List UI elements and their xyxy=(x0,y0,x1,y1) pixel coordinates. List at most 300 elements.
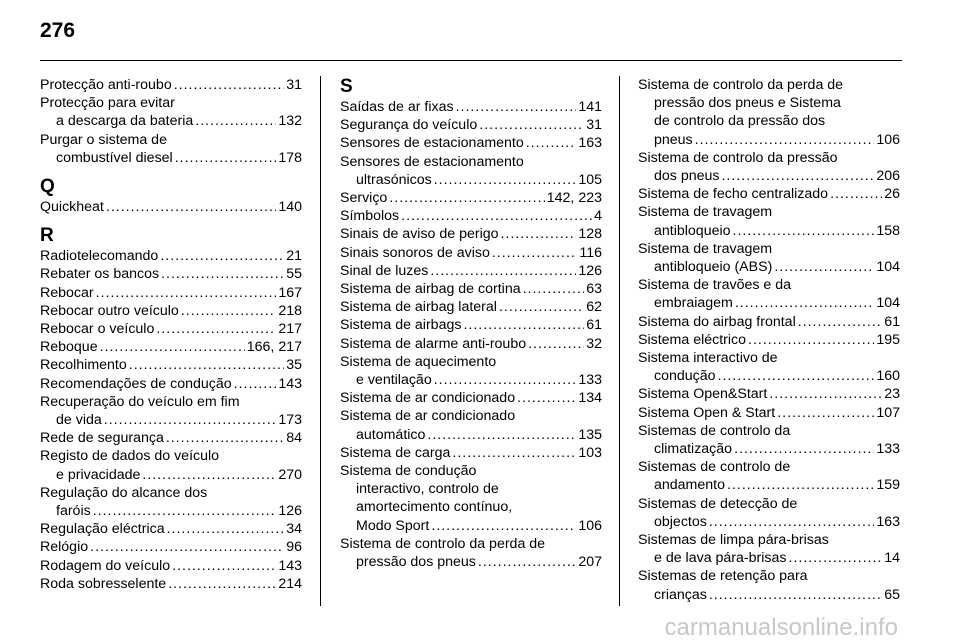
index-page-ref: 178 xyxy=(278,149,302,166)
index-page-ref: 173 xyxy=(278,412,302,429)
index-page-ref: 214 xyxy=(278,575,302,592)
index-entry-text: Rodagem do veículo xyxy=(40,557,171,574)
index-entry-line xyxy=(638,422,900,440)
index-entry-line xyxy=(638,185,900,203)
index-entry-line xyxy=(340,262,602,280)
index-entry xyxy=(40,302,302,320)
index-entry-line xyxy=(340,389,602,407)
index-entry xyxy=(40,94,302,130)
dot-leader xyxy=(172,557,276,575)
dot-leader xyxy=(789,549,883,567)
index-page-ref: 207 xyxy=(578,554,602,571)
index-entry-text: Sistema do airbag frontal xyxy=(638,313,796,330)
index-page-ref: 35 xyxy=(286,357,302,374)
index-entry-text: e privacidade xyxy=(56,466,141,483)
index-page-ref: 163 xyxy=(578,135,602,152)
index-entry-text: Rebocar o veículo xyxy=(40,321,155,338)
dot-leader xyxy=(100,338,245,356)
index-entry-text: Sistema de ar condicionado xyxy=(340,408,516,425)
index-entry-line xyxy=(340,498,602,516)
index-entry-line xyxy=(638,76,900,94)
dot-leader xyxy=(478,553,576,571)
index-page-ref: 195 xyxy=(876,331,900,348)
index-page-ref: 143 xyxy=(278,557,302,574)
index-entry-line xyxy=(340,298,602,316)
dot-leader xyxy=(734,440,874,458)
dot-leader xyxy=(90,538,284,556)
index-page-ref: 133 xyxy=(578,372,602,389)
index-entry-text: andamento xyxy=(654,477,725,494)
index-entry xyxy=(40,575,302,593)
index-entry-line xyxy=(40,429,302,447)
index-entry xyxy=(40,356,302,374)
index-entry-line xyxy=(638,276,900,294)
index-entry-text: Sistema de airbag lateral xyxy=(340,299,497,316)
index-entry-text: Sistema eléctrico xyxy=(638,331,747,348)
index-page-ref: 140 xyxy=(278,199,302,216)
index-entry xyxy=(340,207,602,225)
index-column-2 xyxy=(340,76,602,571)
index-entry-line xyxy=(340,517,602,535)
index-entry-text: amortecimento contínuo, xyxy=(356,499,513,516)
index-entry-text: Sistema de carga xyxy=(340,444,451,461)
index-entry-text: climatização xyxy=(654,441,733,458)
dot-leader xyxy=(695,131,875,149)
index-column-1 xyxy=(40,76,302,593)
index-page-ref: 106 xyxy=(578,517,602,534)
index-entry xyxy=(340,407,602,443)
index-entry-line xyxy=(638,513,900,531)
index-entry-text: Sistema de condução xyxy=(340,463,477,480)
index-entry xyxy=(340,389,602,407)
index-entry xyxy=(638,567,900,603)
index-page-ref: 158 xyxy=(876,222,900,239)
index-entry-text: Sistemas de detecção de xyxy=(638,495,798,512)
index-entry-text: de vida xyxy=(56,412,102,429)
index-entry-line xyxy=(340,353,602,371)
index-page-ref: 135 xyxy=(578,426,602,443)
index-entry xyxy=(340,298,602,316)
index-entry-text: Quickheat xyxy=(40,199,104,216)
index-entry-text: Sinais de aviso de perigo xyxy=(340,226,499,243)
index-page-ref: 32 xyxy=(586,335,602,352)
dot-leader xyxy=(430,262,576,280)
index-page-ref: 34 xyxy=(286,521,302,538)
index-entry-line xyxy=(638,149,900,167)
index-entry-line xyxy=(340,335,602,353)
index-page-ref: 163 xyxy=(876,513,900,530)
index-entry xyxy=(40,538,302,556)
index-entry-text: Reboque xyxy=(40,339,98,356)
index-entry-line xyxy=(340,316,602,334)
index-page-ref: 96 xyxy=(286,539,302,556)
index-entry-line xyxy=(638,313,900,331)
dot-leader xyxy=(431,517,576,535)
index-column-3 xyxy=(638,76,900,604)
index-page-ref: 206 xyxy=(876,168,900,185)
dot-leader xyxy=(501,225,577,243)
index-page-ref: 142, 223 xyxy=(546,190,602,207)
index-entry xyxy=(340,262,602,280)
index-entry-text: Rebocar xyxy=(40,284,94,301)
index-entry-line xyxy=(638,476,900,494)
index-page-ref: 61 xyxy=(586,317,602,334)
dot-leader xyxy=(721,167,874,185)
index-entry-line xyxy=(638,586,900,604)
index-entry-line xyxy=(638,531,900,549)
index-entry-line xyxy=(340,98,602,116)
column-divider-2 xyxy=(619,76,620,606)
dot-leader xyxy=(195,112,276,130)
index-entry xyxy=(40,247,302,265)
dot-leader xyxy=(161,265,284,283)
index-entry-text: condução xyxy=(654,368,716,385)
index-entry xyxy=(40,375,302,393)
index-entry-text: Roda sobresselente xyxy=(40,575,167,592)
index-entry-text: Modo Sport xyxy=(356,517,430,534)
index-page-ref: 128 xyxy=(578,226,602,243)
index-page-ref: 106 xyxy=(876,131,900,148)
index-entry-line xyxy=(638,167,900,185)
index-entry-text: pneus xyxy=(654,131,693,148)
index-entry-line xyxy=(638,567,900,585)
header-rule xyxy=(40,60,902,61)
index-page-ref: 31 xyxy=(286,77,302,93)
index-entry xyxy=(638,458,900,494)
index-entry xyxy=(638,149,900,185)
index-page-ref: 143 xyxy=(278,375,302,392)
index-entry-text: pressão dos pneus e Sistema xyxy=(654,95,841,112)
index-entry xyxy=(638,185,900,203)
column-divider-1 xyxy=(320,76,321,606)
index-entry xyxy=(638,531,900,567)
index-entry-line xyxy=(638,385,900,403)
index-entry-line xyxy=(40,94,302,112)
dot-leader xyxy=(96,284,277,302)
index-page-ref: 14 xyxy=(884,550,900,567)
dot-leader xyxy=(748,331,874,349)
dot-leader xyxy=(463,316,584,334)
index-entry-text: Segurança do veículo xyxy=(340,117,478,134)
index-page-ref: 166, 217 xyxy=(246,339,302,356)
index-entry-line xyxy=(340,280,602,298)
index-entry-line xyxy=(40,198,302,216)
index-section-letter: R xyxy=(40,225,54,247)
index-entry-line xyxy=(340,444,602,462)
index-page-ref: 132 xyxy=(278,113,302,130)
dot-leader xyxy=(528,335,584,353)
index-entry xyxy=(340,353,602,389)
index-entry xyxy=(40,198,302,216)
dot-leader xyxy=(727,476,874,494)
index-entry xyxy=(40,265,302,283)
index-entry-text: Sistema de ar condicionado xyxy=(340,390,516,407)
index-entry xyxy=(40,429,302,447)
index-entry xyxy=(340,189,602,207)
dot-leader xyxy=(492,244,578,262)
index-page-ref: 105 xyxy=(578,171,602,188)
index-entry-line xyxy=(340,535,602,553)
index-page-ref: 55 xyxy=(286,266,302,283)
index-entry-line xyxy=(40,484,302,502)
dot-leader xyxy=(175,149,277,167)
index-entry-line xyxy=(40,393,302,411)
index-entry-text: Sistemas de controlo de xyxy=(638,459,791,476)
index-page-ref: 126 xyxy=(578,262,602,279)
index-entry-text: objectos xyxy=(654,513,707,530)
index-page-ref: 270 xyxy=(278,466,302,483)
dot-leader xyxy=(777,404,874,422)
index-entry-text: faróis xyxy=(56,503,91,520)
index-entry-line xyxy=(638,131,900,149)
index-entry xyxy=(340,134,602,152)
dot-leader xyxy=(456,98,577,116)
index-entry-text: Rebocar outro veículo xyxy=(40,302,179,319)
index-entry xyxy=(340,462,602,535)
dot-leader xyxy=(168,575,276,593)
index-page-ref: 116 xyxy=(579,244,602,261)
index-entry xyxy=(638,349,900,385)
index-entry xyxy=(340,280,602,298)
index-entry-text: de controlo da pressão dos xyxy=(654,113,826,130)
index-page-ref: 107 xyxy=(876,404,900,421)
index-entry xyxy=(638,495,900,531)
index-entry-text: Sistemas de retenção para xyxy=(638,568,808,585)
dot-leader xyxy=(523,280,585,298)
index-page-ref: 104 xyxy=(876,295,900,312)
index-entry-line xyxy=(638,331,900,349)
index-entry-line xyxy=(40,302,302,320)
index-entry-text: Serviço xyxy=(340,190,388,207)
dot-leader xyxy=(733,222,875,240)
dot-leader xyxy=(709,586,882,604)
index-entry-line xyxy=(40,466,302,484)
dot-leader xyxy=(499,298,584,316)
index-entry-text: Sistema de aquecimento xyxy=(340,353,497,370)
index-entry-line xyxy=(340,116,602,134)
index-entry xyxy=(40,320,302,338)
index-entry xyxy=(40,338,302,356)
index-entry-line xyxy=(638,440,900,458)
index-entry-text: Sistema de controlo da perda de xyxy=(340,535,546,552)
dot-leader xyxy=(234,375,277,393)
index-entry-line xyxy=(638,495,900,513)
index-section-letter: S xyxy=(340,76,353,97)
index-entry-text: Sistema de fecho centralizado xyxy=(638,186,829,203)
dot-leader xyxy=(830,185,882,203)
index-entry-line xyxy=(40,284,302,302)
index-entry xyxy=(638,76,900,149)
index-entry-text: Sistemas de limpa pára-brisas xyxy=(638,532,829,549)
index-entry xyxy=(638,240,900,276)
index-entry-text: e ventilação xyxy=(356,372,432,389)
index-entry-text: Saídas de ar fixas xyxy=(340,99,454,115)
index-entry-line xyxy=(40,356,302,374)
index-entry xyxy=(40,520,302,538)
index-entry xyxy=(340,444,602,462)
index-entry-line xyxy=(340,153,602,171)
index-entry-text: Sistema Open&Start xyxy=(638,386,768,403)
index-entry-text: Regulação do alcance dos xyxy=(40,484,208,501)
index-entry-text: Sensores de estacionamento xyxy=(340,135,524,152)
index-entry-text: Sistema de controlo da pressão xyxy=(638,149,838,166)
index-entry xyxy=(638,385,900,403)
index-entry xyxy=(638,276,900,312)
dot-leader xyxy=(142,466,276,484)
index-page-ref: 103 xyxy=(578,444,602,461)
index-entry xyxy=(40,76,302,94)
index-entry-text: Sistemas de controlo da xyxy=(638,422,791,439)
index-page-ref: 160 xyxy=(876,368,900,385)
index-entry-line xyxy=(340,426,602,444)
dot-leader xyxy=(434,171,577,189)
index-entry-text: antibloqueio (ABS) xyxy=(654,259,773,276)
index-page-ref: 134 xyxy=(578,390,602,407)
index-page-ref: 84 xyxy=(286,430,302,447)
dot-leader xyxy=(427,426,576,444)
dot-leader xyxy=(181,302,277,320)
index-section-letter: Q xyxy=(40,176,55,198)
index-page-ref: 104 xyxy=(876,259,900,276)
index-entry-text: combustível diesel xyxy=(56,149,173,166)
index-entry-text: Protecção anti-roubo xyxy=(40,77,172,93)
dot-leader xyxy=(517,389,576,407)
dot-leader xyxy=(452,444,576,462)
index-entry-text: automático xyxy=(356,426,426,443)
index-entry-text: Sistema de travagem xyxy=(638,240,773,257)
index-entry xyxy=(340,316,602,334)
index-entry xyxy=(340,335,602,353)
index-page-ref: 61 xyxy=(884,313,900,330)
index-entry-text: Sistema interactivo de xyxy=(638,350,778,367)
index-page-ref: 141 xyxy=(578,99,602,115)
index-entry-line xyxy=(40,149,302,167)
index-page-ref: 126 xyxy=(278,503,302,520)
index-entry xyxy=(40,393,302,429)
index-entry-text: Sistema de controlo da perda de xyxy=(638,77,844,93)
index-entry-line xyxy=(40,538,302,556)
index-entry-text: embraiagem xyxy=(654,295,733,312)
dot-leader xyxy=(166,429,284,447)
index-entry-line xyxy=(340,462,602,480)
index-entry xyxy=(340,153,602,189)
index-entry-line xyxy=(638,349,900,367)
index-entry-text: dos pneus xyxy=(654,168,720,185)
index-entry-line xyxy=(340,407,602,425)
index-entry xyxy=(40,284,302,302)
index-entry xyxy=(340,535,602,571)
index-entry-line xyxy=(40,502,302,520)
index-page-ref: 159 xyxy=(876,477,900,494)
index-entry-line xyxy=(40,131,302,149)
index-entry-text: Recuperação do veículo em fim xyxy=(40,393,240,410)
index-entry-text: Sistema de airbag de cortina xyxy=(340,281,521,298)
dot-leader xyxy=(106,198,276,216)
index-entry xyxy=(340,98,602,116)
index-entry-text: Recomendações de condução xyxy=(40,375,232,392)
dot-leader xyxy=(718,367,875,385)
index-entry-line xyxy=(638,367,900,385)
index-page-ref: 65 xyxy=(884,586,900,603)
index-entry-line xyxy=(40,338,302,356)
index-page-ref: 217 xyxy=(278,321,302,338)
index-entry-text: e de lava pára-brisas xyxy=(654,550,787,567)
dot-leader xyxy=(156,320,276,338)
dot-leader xyxy=(160,247,284,265)
index-entry-text: Sinais sonoros de aviso xyxy=(340,244,490,261)
index-page-ref: 31 xyxy=(586,117,602,134)
dot-leader xyxy=(129,356,284,374)
index-entry-line xyxy=(638,94,900,112)
dot-leader xyxy=(389,189,544,207)
dot-leader xyxy=(93,502,277,520)
index-entry xyxy=(638,404,900,422)
index-entry-line xyxy=(40,320,302,338)
index-entry-line xyxy=(40,265,302,283)
index-entry-line xyxy=(340,371,602,389)
index-entry xyxy=(638,313,900,331)
index-page-ref: 167 xyxy=(278,284,302,301)
index-entry-line xyxy=(638,294,900,312)
index-entry-line xyxy=(638,404,900,422)
index-entry-text: pressão dos pneus xyxy=(356,554,476,571)
index-page-ref: 63 xyxy=(586,281,602,298)
index-entry-text: Purgar o sistema de xyxy=(40,131,167,148)
index-entry-line xyxy=(638,258,900,276)
index-entry-text: Sistema de travões e da xyxy=(638,277,791,294)
index-entry-line xyxy=(340,171,602,189)
dot-leader xyxy=(104,411,277,429)
dot-leader xyxy=(709,513,874,531)
index-entry xyxy=(40,484,302,520)
watermark: carmanualsonline.info xyxy=(664,614,898,641)
index-entry-text: interactivo, controlo de xyxy=(356,481,499,498)
index-entry-text: a descarga da bateria xyxy=(56,113,194,130)
index-entry-text: Sistema de airbags xyxy=(340,317,462,334)
index-entry-text: Sistema Open & Start xyxy=(638,404,776,421)
index-entry-line xyxy=(638,112,900,130)
index-entry-text: Sinal de luzes xyxy=(340,262,429,279)
index-entry-line xyxy=(40,447,302,465)
dot-leader xyxy=(735,294,874,312)
index-entry-text: Protecção para evitar xyxy=(40,95,175,112)
index-entry-line xyxy=(638,549,900,567)
index-page-ref: 62 xyxy=(586,299,602,316)
dot-leader xyxy=(479,116,584,134)
index-entry-line xyxy=(638,222,900,240)
index-entry xyxy=(40,131,302,167)
index-entry xyxy=(340,225,602,243)
index-page-ref: 133 xyxy=(876,441,900,458)
index-page-ref: 23 xyxy=(884,386,900,403)
index-entry xyxy=(40,557,302,575)
index-entry xyxy=(638,203,900,239)
dot-leader xyxy=(526,134,577,152)
dot-leader xyxy=(174,76,285,94)
dot-leader xyxy=(769,385,882,403)
index-entry-text: Relógio xyxy=(40,539,89,556)
index-entry-line xyxy=(40,411,302,429)
index-entry-line xyxy=(40,557,302,575)
index-entry-text: Sistema de travagem xyxy=(638,204,773,221)
index-entry-line xyxy=(638,458,900,476)
index-entry-text: Registo de dados do veículo xyxy=(40,448,220,465)
index-entry xyxy=(638,331,900,349)
index-entry-line xyxy=(340,553,602,571)
index-entry-line xyxy=(340,189,602,207)
index-entry-line xyxy=(340,207,602,225)
index-entry-text: Rebater os bancos xyxy=(40,266,160,283)
